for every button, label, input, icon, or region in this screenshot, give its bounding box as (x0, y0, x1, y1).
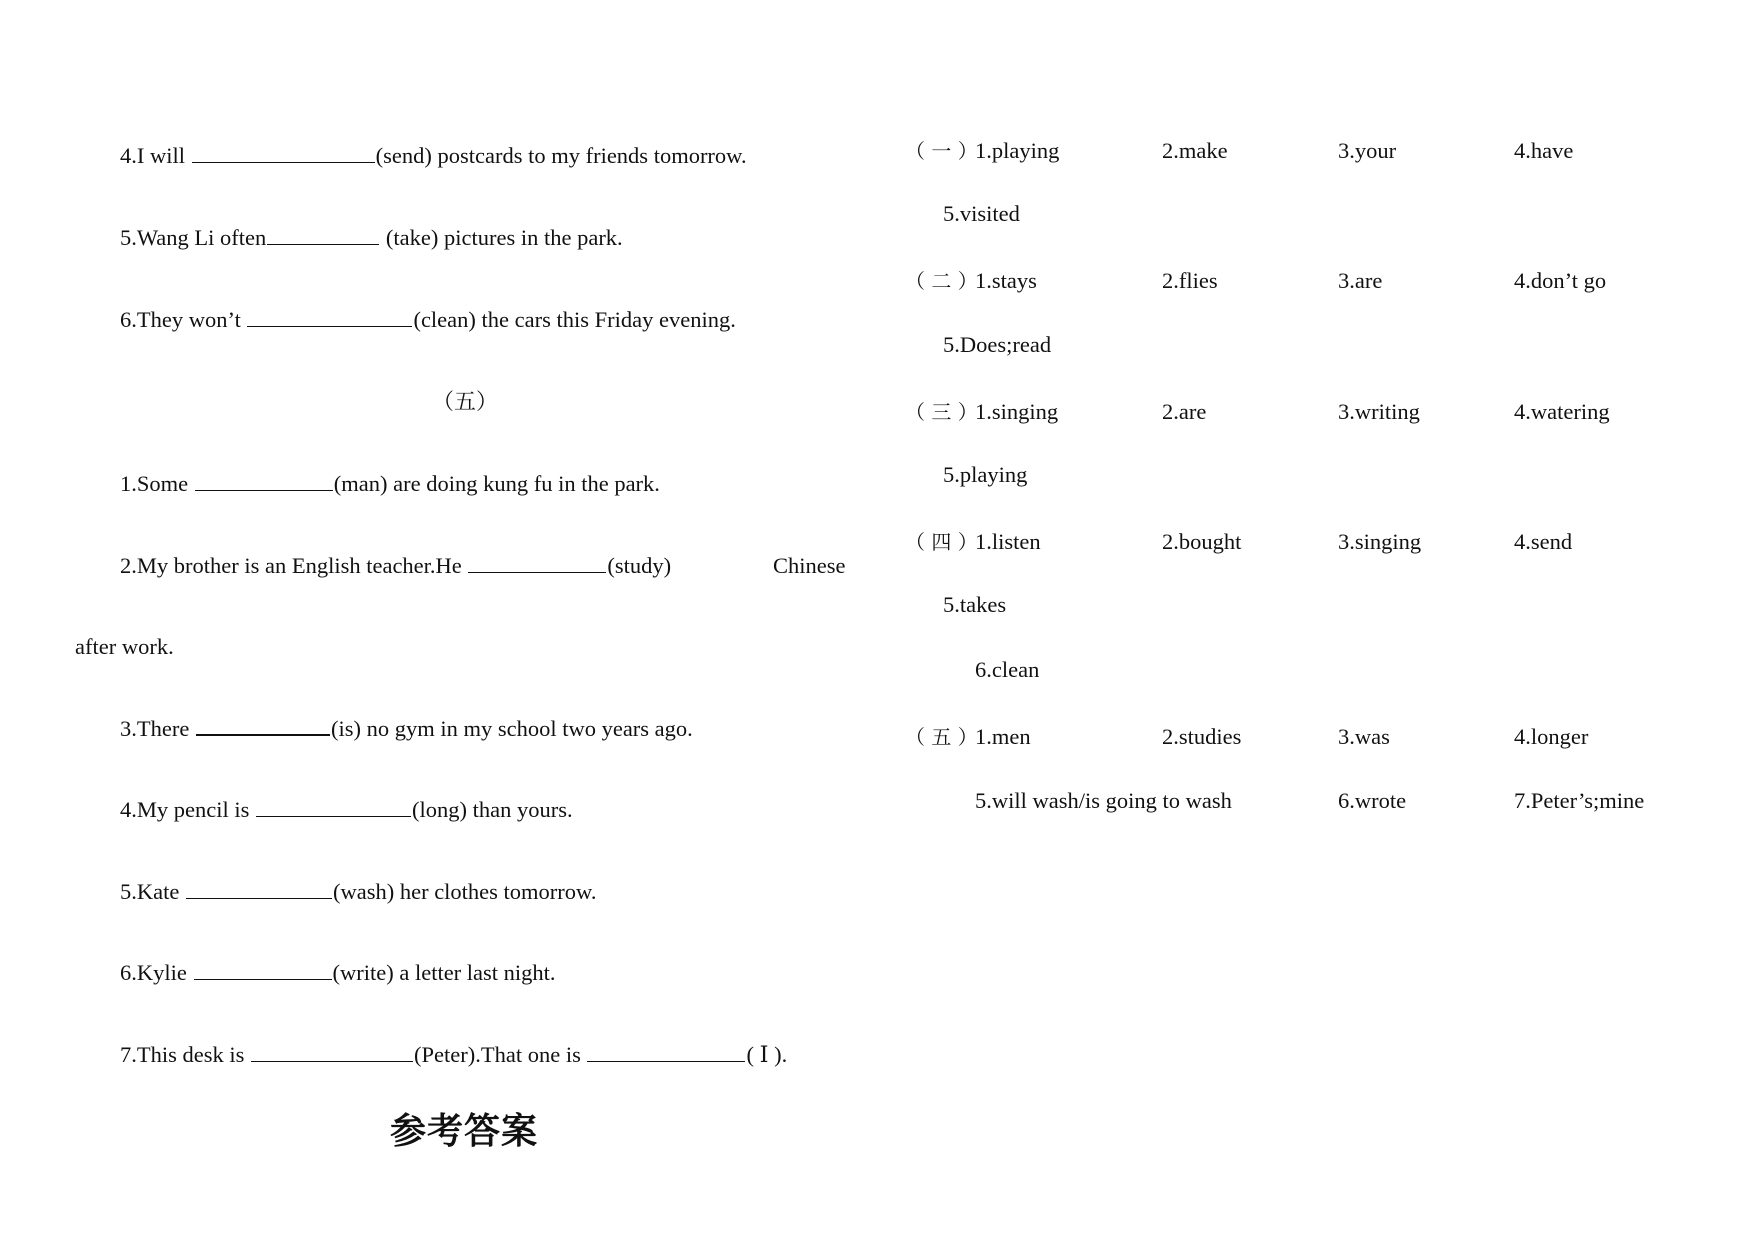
section-label: （ 一 ） (905, 139, 978, 163)
answer-item: 5.playing (943, 462, 1028, 487)
question-text: 7.This desk is (120, 1042, 251, 1067)
question-text: 5.Wang Li often (120, 225, 267, 250)
question-text: 6.They won’t (120, 307, 247, 332)
question-4 (120, 141, 747, 171)
answer-blank (267, 243, 379, 245)
answer-blank (196, 733, 330, 736)
question-text: 1.Some (120, 471, 194, 496)
answer-item: 2.make (1162, 138, 1228, 163)
answer-item: 5.takes (943, 592, 1007, 617)
section-label: （ 三 ） (905, 400, 978, 424)
answer-key-title: 参考答案 (390, 1111, 539, 1152)
question-text: (man) are doing kung fu in the park. (333, 471, 660, 496)
answer-item: 1.playing (975, 138, 1060, 163)
answer-item: 5.will wash/is going to wash (975, 788, 1232, 813)
question-text: 6.Kylie (120, 960, 193, 985)
question-text: (study) (607, 553, 672, 578)
answer-item: 6.wrote (1338, 788, 1407, 813)
answer-blank (194, 978, 332, 980)
answer-blank (186, 897, 332, 899)
answer-item: 3.your (1338, 138, 1397, 163)
question-5 (120, 223, 623, 253)
question-text: 5.Kate (120, 879, 185, 904)
answer-item: 5.visited (943, 201, 1020, 226)
s5-question-2 (120, 551, 671, 581)
answer-item: 2.are (1162, 399, 1207, 424)
s5-question-7 (120, 1040, 787, 1070)
answer-blank (192, 161, 375, 163)
question-text: 4.My pencil is (120, 797, 255, 822)
answer-row-section-3 (905, 397, 1705, 427)
answer-item: 2.bought (1162, 529, 1242, 554)
s5-question-6 (120, 958, 556, 988)
answer-blank (251, 1060, 413, 1062)
section-five-heading: （五） (432, 389, 499, 414)
answer-item: 3.singing (1338, 529, 1422, 554)
answer-item: 1.men (975, 724, 1031, 749)
question-text: (wash) her clothes tomorrow. (332, 879, 597, 904)
answer-blank (468, 571, 606, 573)
answer-item: 4.send (1514, 529, 1573, 554)
answer-item: 5.Does;read (943, 332, 1052, 357)
answer-item: 7.Peter’s;mine (1514, 788, 1645, 813)
s5-question-2-continuation: after work. (75, 634, 174, 659)
section-label: （ 二 ） (905, 269, 978, 293)
answer-row-section-1 (905, 136, 1705, 166)
answer-blank (195, 489, 333, 491)
answer-row-section-2 (905, 266, 1705, 296)
answer-item: 4.watering (1514, 399, 1610, 424)
question-text: (is) no gym in my school two years ago. (330, 716, 693, 741)
question-text: (clean) the cars this Friday evening. (413, 307, 736, 332)
question-text: 2.My brother is an English teacher.He (120, 553, 468, 578)
answer-item: 1.singing (975, 399, 1059, 424)
s5-question-2-tail: Chinese (773, 553, 846, 578)
answer-row-section-5-cont (975, 786, 1705, 816)
answer-blank (247, 325, 412, 327)
question-text: ( Ⅰ ). (746, 1042, 788, 1067)
answer-item: 3.are (1338, 268, 1383, 293)
answer-item: 4.don’t go (1514, 268, 1607, 293)
answer-item: 3.writing (1338, 399, 1420, 424)
s5-question-3 (120, 714, 693, 744)
answer-item: 4.have (1514, 138, 1574, 163)
answer-item: 1.listen (975, 529, 1041, 554)
s5-question-4 (120, 795, 573, 825)
answer-item: 2.flies (1162, 268, 1218, 293)
answer-item: 3.was (1338, 724, 1390, 749)
answer-item: 4.longer (1514, 724, 1589, 749)
answer-item: 1.stays (975, 268, 1037, 293)
answer-item: 2.studies (1162, 724, 1242, 749)
question-text: (Peter).That one is (414, 1042, 587, 1067)
answer-item: 6.clean (975, 657, 1040, 682)
s5-question-5 (120, 877, 596, 907)
section-label: （ 五 ） (905, 725, 978, 749)
section-label: （ 四 ） (905, 530, 978, 554)
question-text: (send) postcards to my friends tomorrow. (375, 143, 747, 168)
question-text: 4.I will (120, 143, 191, 168)
question-6 (120, 305, 736, 335)
answer-blank (587, 1060, 745, 1062)
answer-blank (256, 815, 411, 817)
question-text: (write) a letter last night. (332, 960, 556, 985)
question-text: 3.There (120, 716, 195, 741)
answer-row-section-4 (905, 527, 1705, 557)
question-text: (take) pictures in the park. (380, 225, 623, 250)
question-text: (long) than yours. (412, 797, 573, 822)
s5-question-1 (120, 469, 660, 499)
answer-row-section-5 (905, 722, 1705, 752)
